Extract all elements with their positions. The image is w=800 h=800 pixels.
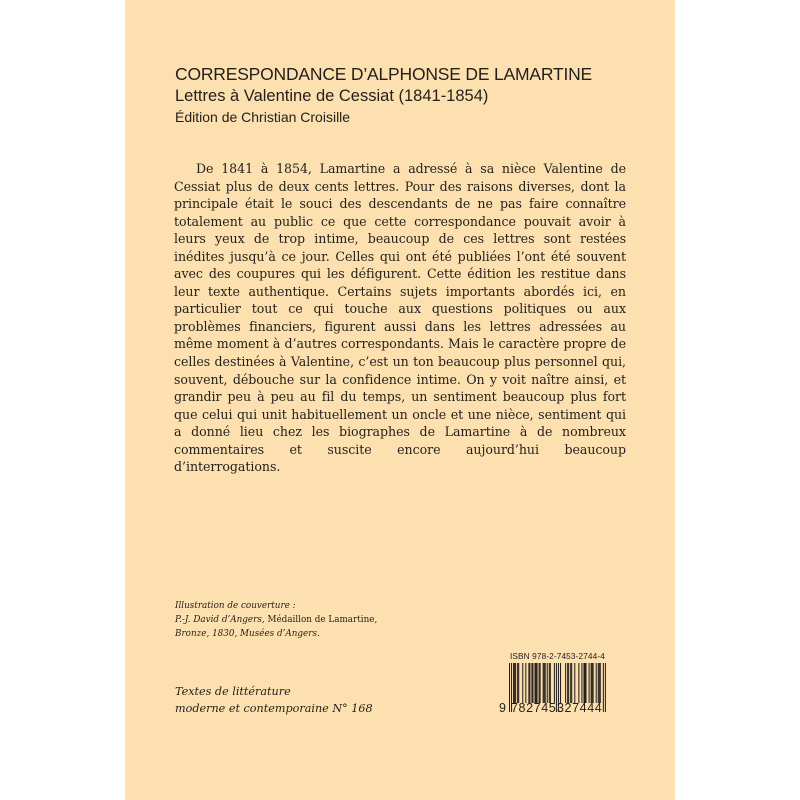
barcode-bar bbox=[554, 663, 555, 703]
barcode-bar bbox=[584, 663, 585, 703]
barcode-bar bbox=[570, 663, 571, 703]
barcode-bar bbox=[600, 663, 601, 703]
barcode-bar bbox=[539, 663, 540, 703]
credits-material: Bronze, 1830, Musées d’Angers. bbox=[175, 629, 320, 639]
barcode-bar bbox=[581, 663, 582, 703]
credits-heading: Illustration de couverture : bbox=[175, 601, 296, 611]
barcode-bar bbox=[550, 663, 551, 703]
barcode-bar bbox=[540, 663, 541, 703]
barcode-bar bbox=[544, 663, 545, 703]
isbn-group-2: 327444 bbox=[557, 701, 603, 715]
barcode-bar bbox=[537, 663, 538, 703]
barcode-bar bbox=[529, 663, 530, 703]
barcode-bar bbox=[515, 663, 516, 703]
barcode-guard-bar bbox=[603, 663, 604, 712]
barcode-bar bbox=[593, 663, 594, 703]
book-editor: Édition de Christian Croisille bbox=[175, 109, 351, 125]
barcode-bar bbox=[583, 663, 584, 703]
barcode-bar bbox=[586, 663, 587, 703]
credits-work: Médaillon de Lamartine, bbox=[267, 615, 378, 625]
barcode-guard-bar bbox=[509, 663, 510, 712]
credits-separator: , bbox=[261, 615, 268, 625]
barcode-bar bbox=[560, 663, 561, 703]
barcode-bar bbox=[571, 663, 572, 703]
barcode-bar bbox=[518, 663, 519, 703]
barcode-bar bbox=[532, 663, 533, 703]
series-line-1: Textes de littérature bbox=[175, 685, 291, 698]
illustration-credits bbox=[175, 599, 435, 641]
isbn-group-1: 782745 bbox=[511, 701, 557, 715]
isbn-label: ISBN 978-2-7453-2744-4 bbox=[510, 651, 605, 661]
book-back-cover bbox=[125, 0, 675, 800]
barcode-bar bbox=[535, 663, 536, 703]
book-subtitle: Lettres à Valentine de Cessiat (1841-1854) bbox=[175, 87, 489, 105]
barcode-bar bbox=[522, 663, 523, 703]
barcode-bar bbox=[513, 663, 514, 703]
barcode-bar bbox=[592, 663, 593, 703]
series-info bbox=[175, 683, 373, 717]
barcode-bar bbox=[547, 663, 548, 703]
barcode-graphic bbox=[498, 663, 643, 717]
barcode-bar bbox=[531, 663, 532, 703]
barcode-bar bbox=[565, 663, 566, 703]
barcode-bar bbox=[589, 663, 590, 703]
barcode-bar bbox=[528, 663, 529, 703]
isbn-first-digit: 9 bbox=[499, 701, 506, 715]
barcode-bar bbox=[525, 663, 526, 703]
barcode-bar bbox=[591, 663, 592, 703]
barcode-bar bbox=[549, 663, 550, 703]
barcode-bar bbox=[598, 663, 599, 703]
barcode-bar bbox=[599, 663, 600, 703]
barcode-bar bbox=[543, 663, 544, 703]
barcode-bar bbox=[596, 663, 597, 703]
barcode-bar bbox=[517, 663, 518, 703]
barcode-bar bbox=[568, 663, 569, 703]
barcode-bar bbox=[574, 663, 575, 703]
barcode-bar bbox=[514, 663, 515, 703]
barcode-bar bbox=[536, 663, 537, 703]
barcode-bar bbox=[545, 663, 546, 703]
barcode-bar bbox=[578, 663, 579, 703]
barcode-guard-bar bbox=[605, 663, 606, 712]
credits-artist: P.-J. David d’Angers bbox=[175, 615, 262, 625]
summary-paragraph: De 1841 à 1854, Lamartine a adressé à sa nièce Valentine de Cessiat plus de deux cents lettres. Pour des raisons diverses, dont la principale était le souci des descendants de ne pas faire connaître totalement au public ce que cette correspondance pouvait avoir à leurs yeux de trop intime, beaucoup de ces lettres sont restées inédites jusqu’à ce jour. Celles qui ont été publiées l’ont été souvent avec des coupures qui les défigurent. Cette édition les restitue dans leur texte authentique. Certains sujets importants abordés ici, en particulier tout ce qui touche aux questions politiques ou aux problèmes financiers, figurent aussi dans les lettres adressées au même moment à d’autres correspondants. Mais le caractère propre de celles destinées à Valentine, c’est un ton beaucoup plus personnel qui, souvent, débouche sur la confidence intime. On y voit naître ainsi, et grandir peu à peu au fil du temps, un sentiment beaucoup plus fort que celui qui unit habituellement un oncle et une nièce, sentiment qui a donné lieu chez les biographes de Lamartine à de nombreux commentaires et suscite encore aujourd’hui beaucoup d’interrogations. bbox=[174, 161, 626, 475]
barcode-bar bbox=[567, 663, 568, 703]
series-line-2: moderne et contemporaine N° 168 bbox=[175, 702, 373, 715]
book-title: CORRESPONDANCE D’ALPHONSE DE LAMARTINE bbox=[175, 64, 593, 84]
credits-artist-line bbox=[175, 613, 435, 627]
isbn-barcode bbox=[498, 651, 643, 721]
